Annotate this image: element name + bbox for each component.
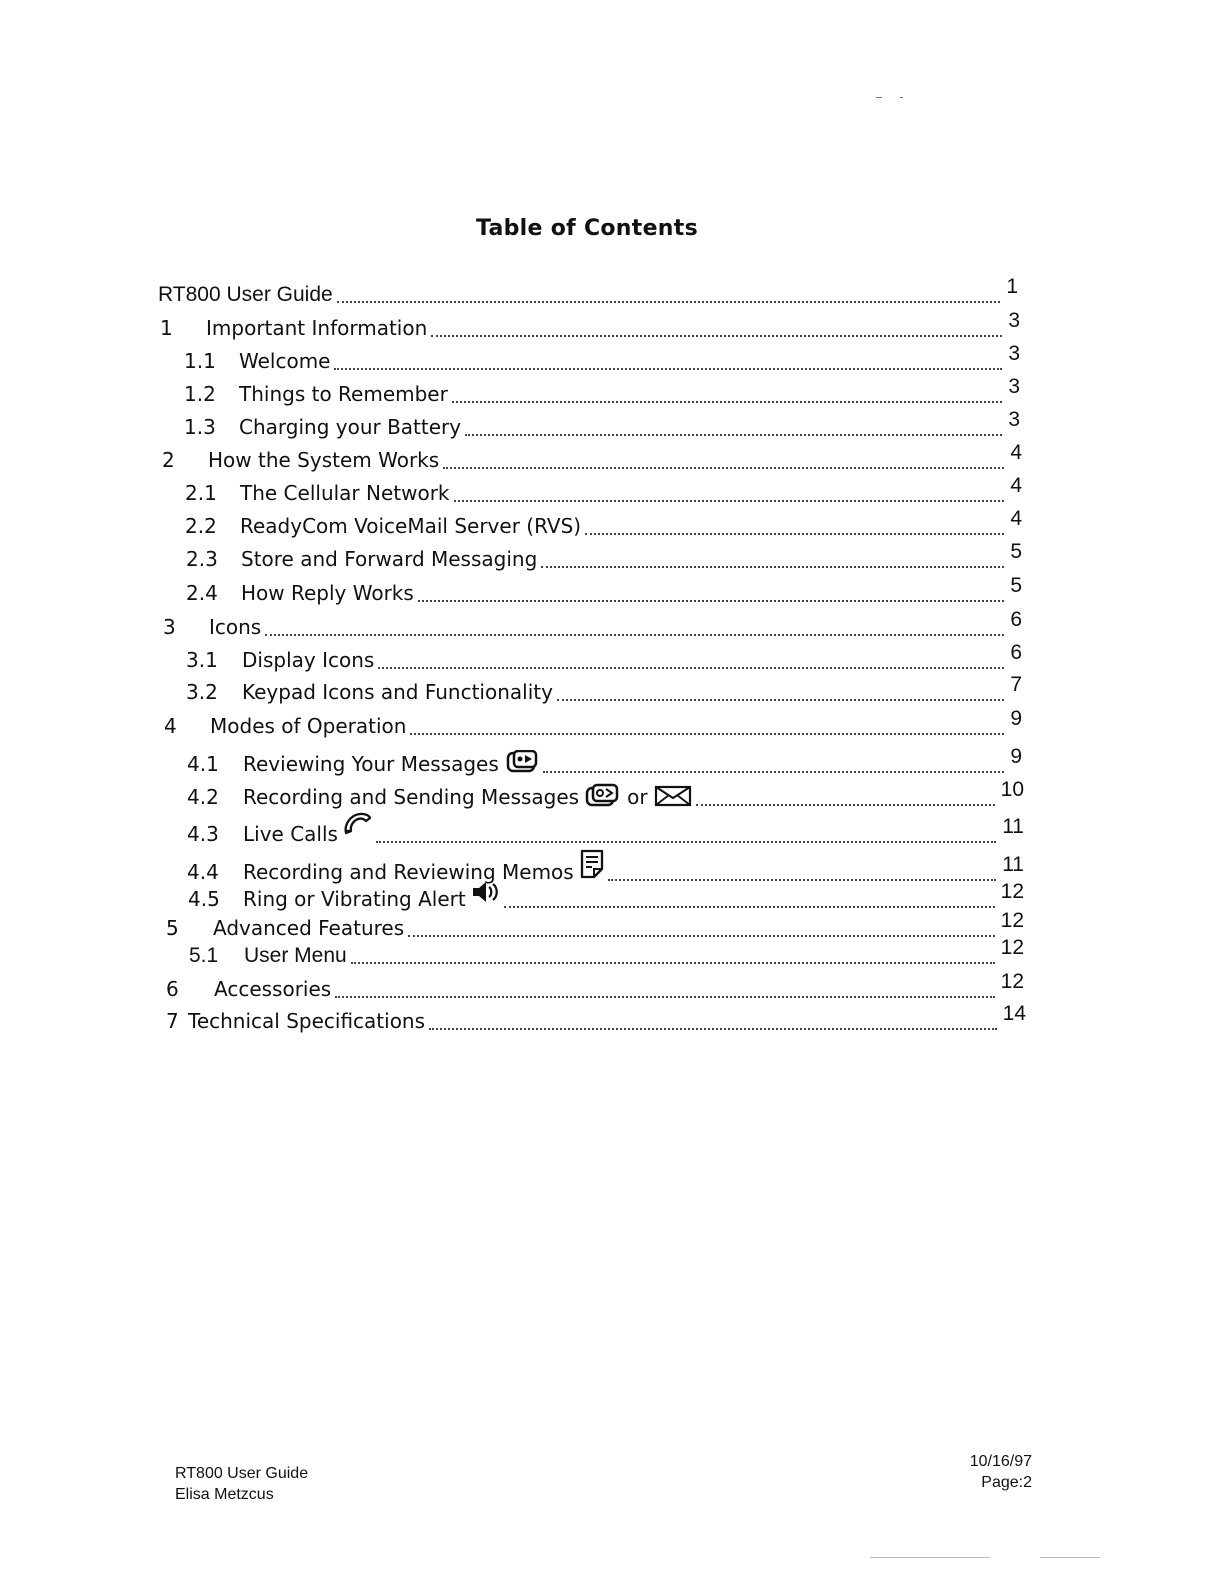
toc-section-number: 7 — [166, 1009, 179, 1033]
toc-page-number: 12 — [1000, 909, 1024, 932]
toc-entry-label-text: Live Calls — [243, 822, 338, 846]
scan-speck — [876, 97, 882, 98]
toc-entry-label: How Reply Works — [241, 581, 414, 605]
toc-entry-label: Charging your Battery — [239, 415, 462, 439]
toc-section-number: 3 — [163, 615, 176, 639]
toc-page-number: 7 — [1010, 673, 1022, 696]
toc-entry-user-menu[interactable] — [189, 936, 1024, 968]
toc-entry-important-information[interactable] — [160, 309, 1020, 341]
toc-page-number: 9 — [1010, 707, 1022, 730]
dot-leader — [378, 667, 1004, 669]
dot-leader — [443, 467, 1004, 469]
toc-entry-how-reply-works[interactable] — [186, 574, 1022, 606]
toc-entry-label: Icons — [209, 615, 262, 639]
toc-entry-recording-and-sending-messages[interactable] — [187, 780, 1024, 810]
footer-page-number: Page:2 — [981, 1474, 1032, 1491]
toc-entry-label — [243, 882, 500, 911]
toc-page-number: 4 — [1010, 507, 1022, 530]
scan-speck — [1040, 1557, 1100, 1558]
toc-entry-keypad-icons-and-functionality[interactable] — [186, 673, 1022, 705]
toc-page-number: 12 — [1000, 880, 1024, 903]
dot-leader — [376, 841, 996, 843]
toc-entry-advanced-features[interactable] — [166, 909, 1024, 941]
toc-section-number: 3.2 — [186, 680, 218, 704]
toc-page-number: 10 — [1000, 778, 1024, 801]
toc-entry-label — [243, 815, 372, 846]
toc-page-number: 4 — [1010, 441, 1022, 464]
toc-section-number: 2.3 — [186, 547, 218, 571]
toc-entry-joiner: or — [627, 785, 648, 809]
toc-entry-readycom-voicemail-server[interactable] — [185, 507, 1022, 539]
toc-page-number: 9 — [1010, 745, 1022, 768]
dot-leader — [408, 935, 994, 937]
dot-leader — [452, 401, 1002, 403]
dot-leader — [337, 301, 1001, 303]
phone-handset-icon — [342, 811, 372, 842]
toc-page-number: 11 — [1002, 815, 1024, 838]
toc-entry-label: Things to Remember — [239, 382, 448, 406]
toc-page-number: 5 — [1010, 574, 1022, 597]
toc-entry-label — [243, 849, 604, 884]
toc-entry-label: Keypad Icons and Functionality — [242, 680, 553, 704]
toc-entry-label-text: Recording and Reviewing Memos — [243, 860, 574, 884]
voicemail-review-icon — [505, 750, 539, 779]
toc-entry-icons[interactable] — [163, 608, 1022, 640]
toc-entry-label-text: Reviewing Your Messages — [243, 752, 499, 776]
toc-page-number: 3 — [1008, 375, 1020, 398]
toc-entry-charging-your-battery[interactable] — [184, 408, 1020, 440]
toc-section-number: 1.1 — [184, 349, 216, 373]
toc-section-number: 5 — [166, 916, 179, 940]
toc-section-number: 4.3 — [187, 822, 219, 846]
envelope-icon — [654, 785, 692, 812]
dot-leader — [265, 634, 1004, 636]
toc-entry-recording-and-reviewing-memos[interactable] — [187, 849, 1024, 885]
dot-leader — [585, 533, 1004, 535]
toc-entry-accessories[interactable] — [166, 970, 1024, 1002]
toc-page-number: 14 — [1002, 1002, 1026, 1025]
toc-section-number: 2.4 — [186, 581, 218, 605]
dot-leader — [696, 804, 995, 806]
toc-page-number: 6 — [1010, 641, 1022, 664]
toc-section-number: 4.5 — [188, 887, 220, 911]
toc-entry-label: Welcome — [239, 349, 331, 373]
footer-document-title: RT800 User Guide — [175, 1465, 309, 1482]
toc-entry-technical-specifications[interactable] — [166, 1002, 1026, 1034]
toc-page-number: 4 — [1010, 474, 1022, 497]
dot-leader — [334, 368, 1002, 370]
toc-section-number: 3.1 — [186, 648, 218, 672]
dot-leader — [557, 699, 1004, 701]
toc-entry-display-icons[interactable] — [186, 641, 1022, 673]
toc-page-number: 11 — [1002, 853, 1024, 876]
footer-date: 10/16/97 — [969, 1453, 1032, 1470]
toc-entry-label — [243, 780, 692, 809]
toc-entry-label: ReadyCom VoiceMail Server (RVS) — [240, 514, 582, 538]
toc-entry-label: Store and Forward Messaging — [241, 547, 538, 571]
toc-entry-the-cellular-network[interactable] — [185, 474, 1022, 506]
toc-entry-live-calls[interactable] — [187, 815, 1024, 847]
memo-icon — [580, 849, 604, 884]
dot-leader — [431, 335, 1002, 337]
scan-speck — [900, 97, 903, 98]
toc-page-number: 12 — [1000, 970, 1024, 993]
toc-entry-label: Modes of Operation — [210, 714, 407, 738]
toc-entry-things-to-remember[interactable] — [184, 375, 1020, 407]
toc-section-number: 1.2 — [184, 382, 216, 406]
dot-leader — [541, 566, 1004, 568]
toc-page-number: 12 — [1000, 936, 1024, 959]
speaker-alert-icon — [470, 880, 500, 909]
toc-entry-label-text: Recording and Sending Messages — [243, 785, 580, 809]
toc-entry-rt800-user-guide[interactable] — [158, 275, 1018, 307]
toc-section-number: 4.1 — [187, 752, 219, 776]
footer-author: Elisa Metzcus — [175, 1486, 274, 1503]
toc-section-number: 1 — [160, 316, 173, 340]
toc-page-number: 1 — [1006, 275, 1018, 298]
dot-leader — [504, 906, 995, 908]
toc-section-number: 5.1 — [189, 944, 219, 967]
toc-entry-label: Technical Specifications — [188, 1009, 426, 1033]
dot-leader — [608, 879, 996, 881]
dot-leader — [418, 600, 1005, 602]
toc-entry-label: Important Information — [206, 316, 428, 340]
toc-entry-label — [243, 747, 539, 776]
record-message-icon — [585, 783, 621, 812]
dot-leader — [465, 434, 1002, 436]
toc-section-number: 2 — [162, 448, 175, 472]
toc-section-number: 4.2 — [187, 785, 219, 809]
toc-section-number: 2.2 — [185, 514, 217, 538]
toc-section-number: 4.4 — [187, 860, 219, 884]
toc-page-number: 5 — [1010, 540, 1022, 563]
toc-section-number: 4 — [164, 714, 177, 738]
scan-speck — [870, 1557, 990, 1558]
toc-entry-store-and-forward-messaging[interactable] — [186, 540, 1022, 572]
toc-entry-label: Display Icons — [242, 648, 375, 672]
toc-section-number: 6 — [166, 977, 179, 1001]
toc-page-number: 6 — [1010, 608, 1022, 631]
toc-entry-reviewing-your-messages[interactable] — [187, 747, 1022, 777]
toc-entry-modes-of-operation[interactable] — [164, 707, 1022, 739]
dot-leader — [335, 996, 994, 998]
toc-entry-ring-or-vibrating-alert[interactable] — [188, 882, 1024, 912]
toc-page-number: 3 — [1008, 408, 1020, 431]
toc-entry-label: The Cellular Network — [240, 481, 450, 505]
page-title: Table of Contents — [476, 216, 698, 241]
dot-leader — [410, 733, 1004, 735]
dot-leader — [429, 1028, 997, 1030]
toc-entry-label: Advanced Features — [213, 916, 405, 940]
dot-leader — [454, 500, 1005, 502]
dot-leader — [351, 962, 995, 964]
toc-entry-label: RT800 User Guide — [158, 283, 333, 306]
toc-entry-label-text: Ring or Vibrating Alert — [243, 887, 466, 911]
toc-section-number: 1.3 — [184, 415, 216, 439]
dot-leader — [543, 771, 1005, 773]
toc-entry-label: User Menu — [244, 944, 347, 967]
toc-section-number: 2.1 — [185, 481, 217, 505]
footer-right — [940, 1451, 1032, 1493]
toc-page-number: 3 — [1008, 309, 1020, 332]
toc-entry-how-the-system-works[interactable] — [162, 441, 1022, 473]
footer-left — [175, 1463, 308, 1505]
toc-entry-welcome[interactable] — [184, 342, 1020, 374]
toc-page-number: 3 — [1008, 342, 1020, 365]
toc-entry-label: Accessories — [214, 977, 332, 1001]
toc-entry-label: How the System Works — [208, 448, 440, 472]
